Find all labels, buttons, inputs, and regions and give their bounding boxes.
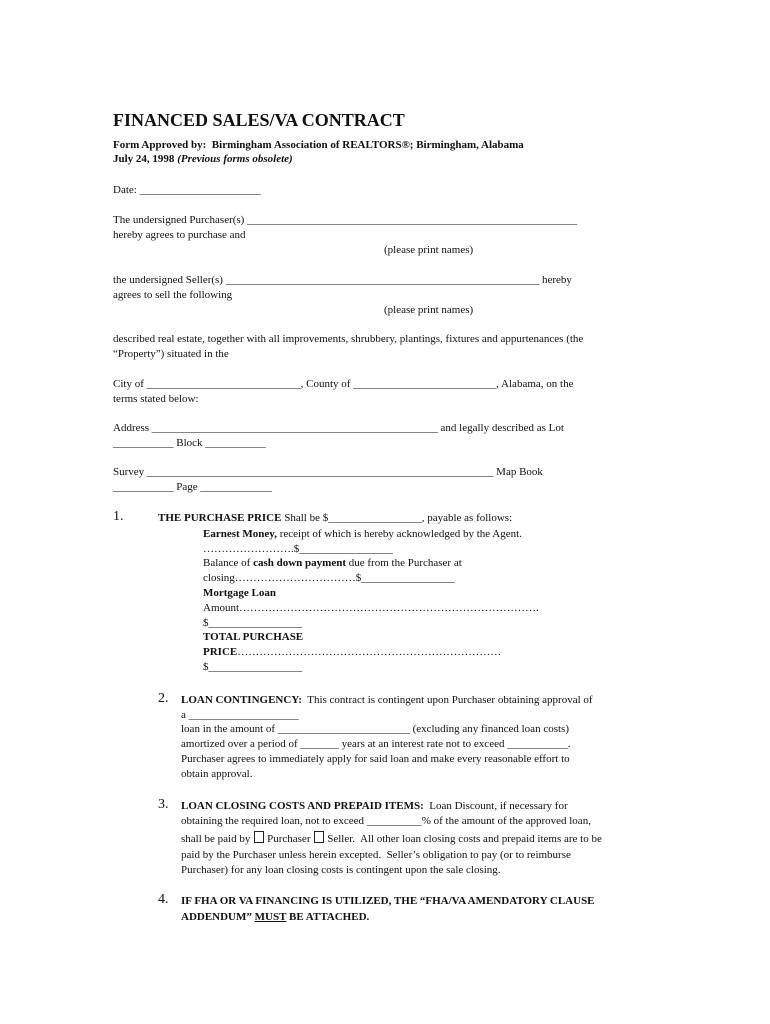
- total-price-label: PRICE: [203, 646, 238, 658]
- section-3-number: 3.: [158, 797, 169, 812]
- loan-type-field[interactable]: a ____________________: [181, 709, 299, 721]
- purchaser-line-2: hereby agrees to purchase and: [113, 229, 246, 241]
- date-field[interactable]: Date: ______________________: [113, 184, 261, 196]
- property-line: described real estate, together with all improvements, shrubbery, plantings, fixtures and appurtenances (the: [113, 333, 584, 345]
- purchaser-checkbox[interactable]: [254, 831, 264, 843]
- closing-costs-line-4: paid by the Purchaser unless herein excepted. Seller’s obligation to pay (or to reimburse: [181, 849, 571, 861]
- loan-contingency-heading: LOAN CONTINGENCY:: [181, 694, 302, 706]
- loan-amount-field[interactable]: loan in the amount of ________________________ (excluding any financed loan costs): [181, 723, 569, 735]
- balance-text-b: due from the Purchaser at: [346, 557, 462, 569]
- terms-line: terms stated below:: [113, 393, 199, 405]
- addendum-line: [181, 910, 369, 924]
- property-line-2: “Property”) situated in the: [113, 348, 229, 360]
- purchaser-line[interactable]: The undersigned Purchaser(s) ____________________________________________________________: [113, 214, 578, 226]
- balance-line: [203, 556, 462, 570]
- paid-by-line: [181, 831, 602, 846]
- map-page-line[interactable]: ___________ Page _____________: [113, 481, 272, 493]
- closing-costs-line: [181, 799, 568, 813]
- seller-line[interactable]: the undersigned Seller(s) _________________________________________________________ hereby: [113, 274, 572, 286]
- loan-term-field[interactable]: amortized over a period of _______ years at an interest rate not to exceed ___________.: [181, 738, 571, 750]
- addendum-text-b: BE ATTACHED.: [286, 911, 370, 923]
- earnest-money-text: receipt of which is hereby acknowledged by the Agent.: [276, 528, 522, 540]
- seller-line-2: agrees to sell the following: [113, 289, 233, 301]
- purchase-price-line[interactable]: [158, 511, 512, 525]
- address-line[interactable]: Address ____________________________________________________ and legally described as Lot: [113, 422, 564, 434]
- earnest-money-amount[interactable]: …………………….$_________________: [203, 543, 393, 555]
- closing-costs-text: Loan Discount, if necessary for: [423, 800, 568, 812]
- seller-checkbox[interactable]: [314, 831, 324, 843]
- paid-by-text-b: All other loan closing costs and prepaid items are to be: [355, 833, 602, 845]
- purchaser-option-label: Purchaser: [267, 833, 311, 845]
- loan-contingency-line-5: Purchaser agrees to immediately apply for said loan and make every reasonable effort to: [181, 753, 570, 765]
- must-emphasis: MUST: [254, 911, 287, 923]
- loan-contingency-line-6: obtain approval.: [181, 768, 253, 780]
- closing-costs-heading: LOAN CLOSING COSTS AND PREPAID ITEMS:: [181, 800, 424, 812]
- section-4-number: 4.: [158, 892, 169, 907]
- balance-text-a: Balance of: [203, 557, 254, 569]
- closing-costs-line-5: Purchaser) for any loan closing costs is contingent upon the sale closing.: [181, 864, 501, 876]
- survey-line[interactable]: Survey _______________________________________________________________ Map Book: [113, 466, 543, 478]
- section-1-number: 1.: [113, 509, 124, 524]
- total-purchase-label: TOTAL PURCHASE: [203, 631, 304, 643]
- loan-contingency-text: This contract is contingent upon Purchaser obtaining approval of: [301, 694, 593, 706]
- mortgage-amount-field[interactable]: $_________________: [203, 617, 302, 629]
- purchaser-print-note: (please print names): [384, 244, 474, 256]
- form-date-line: [113, 152, 293, 166]
- total-price-field[interactable]: $_________________: [203, 661, 302, 673]
- cash-down-payment-label: cash down payment: [253, 557, 346, 569]
- loan-discount-field[interactable]: obtaining the required loan, not to exceed __________% of the amount of the approved loan,: [181, 815, 591, 827]
- form-date: July 24, 1998: [113, 153, 178, 165]
- loan-contingency-line: [181, 693, 593, 707]
- fha-va-line: IF FHA OR VA FINANCING IS UTILIZED, THE “FHA/VA AMENDATORY CLAUSE: [181, 895, 595, 907]
- mortgage-amount-line: Amount……………………………………………………………………….: [203, 602, 539, 614]
- mortgage-loan-label: Mortgage Loan: [203, 587, 277, 599]
- purchase-price-text: Shall be $_________________, payable as follows:: [281, 512, 513, 524]
- total-price-dots: ………………………………………………………………: [237, 646, 502, 658]
- addendum-text-a: ADDENDUM”: [181, 911, 255, 923]
- lot-block-line[interactable]: ___________ Block ___________: [113, 437, 266, 449]
- city-county-line[interactable]: City of ____________________________, County of __________________________, Alabama, on the: [113, 378, 574, 390]
- total-price-line: [203, 645, 501, 659]
- closing-amount[interactable]: closing……………………………$_________________: [203, 572, 455, 584]
- seller-print-note: (please print names): [384, 304, 474, 316]
- purchase-price-heading: THE PURCHASE PRICE: [158, 512, 282, 524]
- earnest-money-line: [203, 527, 522, 541]
- section-2-number: 2.: [158, 691, 169, 706]
- seller-option-label: Seller.: [327, 833, 356, 845]
- document-title: FINANCED SALES/VA CONTRACT: [113, 110, 405, 130]
- approval-line: Form Approved by: Birmingham Association of REALTORS®; Birmingham, Alabama: [113, 139, 524, 151]
- paid-by-text: shall be paid by: [181, 833, 254, 845]
- obsolete-note: (Previous forms obsolete): [177, 153, 293, 165]
- earnest-money-label: Earnest Money,: [203, 528, 277, 540]
